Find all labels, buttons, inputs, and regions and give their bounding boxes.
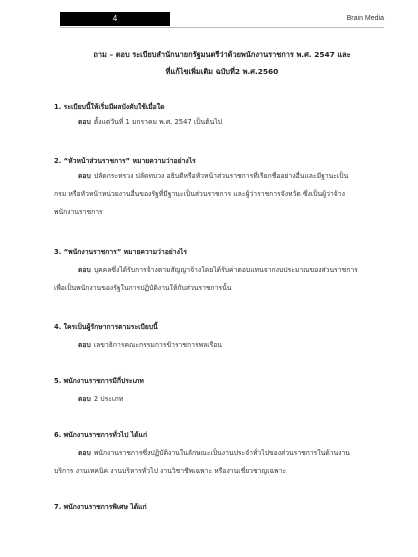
question-7: 7. พนักงานราชการพิเศษ ได้แก่ xyxy=(54,503,147,511)
question-5: 5. พนักงานราชการมีกี่ประเภท xyxy=(54,377,144,385)
answer-label: ตอบ xyxy=(78,449,91,457)
answer-6-line-1: พนักงานราชการซึ่งปฏิบัติงานในลักษณะเป็นงานประจำทั่วไปของส่วนราชการในด้านงาน xyxy=(93,449,350,457)
qa-item-2 xyxy=(54,154,384,220)
answer-3-line-2: เพื่อเป็นพนักงานของรัฐในการปฏิบัติงานให้กับส่วนราชการนั้น xyxy=(54,284,232,292)
answer-2-line-1: ปลัดกระทรวง ปลัดทบวง อธิบดีหรือหัวหน้าส่วนราชการที่เรียกชื่ออย่างอื่นและมีฐานะเป็น xyxy=(93,172,349,180)
qa-item-5 xyxy=(54,374,384,407)
question-2: 2. “หัวหน้าส่วนราชการ” หมายความว่าอย่างไร xyxy=(54,157,196,165)
answer-5-line-1: 2 ประเภท xyxy=(93,395,124,403)
answer-2 xyxy=(54,169,384,184)
title-line-1: ถาม – ตอบ ระเบียบสำนักนายกรัฐมนตรีว่าด้วยพนักงานราชการ พ.ศ. 2547 และ xyxy=(93,50,351,59)
header-rule xyxy=(60,27,384,28)
answer-3-line-1: บุคคลซึ่งได้รับการจ้างตามสัญญาจ้างโดยได้รับค่าตอบแทนจากงบประมาณของส่วนราชการ xyxy=(93,266,358,274)
answer-4 xyxy=(54,338,384,353)
question-4: 4. ใครเป็นผู้รักษาการตามระเบียบนี้ xyxy=(54,323,158,331)
title-line-2: ที่แก้ไขเพิ่มเติม ฉบับที่2 พ.ศ.2560 xyxy=(165,67,279,76)
answer-label: ตอบ xyxy=(78,395,91,403)
answer-2-line-2: กรม หรือหัวหน้าหน่วยงานอื่นของรัฐที่มีฐานะเป็นส่วนราชการ และผู้ว่าราชการจังหวัด ซึ่งเป็นผู้ว่าจ้าง xyxy=(54,190,345,198)
brand-name: Brain Media xyxy=(346,15,384,22)
answer-4-line-1: เลขาธิการคณะกรรมการข้าราชการพลเรือน xyxy=(93,341,222,349)
answer-label: ตอบ xyxy=(78,266,91,274)
qa-item-6 xyxy=(54,428,384,479)
answer-label: ตอบ xyxy=(78,172,91,180)
answer-label: ตอบ xyxy=(78,118,91,126)
page-number: 4 xyxy=(60,12,170,26)
answer-1 xyxy=(54,115,384,130)
qa-item-1 xyxy=(54,100,384,130)
question-6: 6. พนักงานราชการทั่วไป ได้แก่ xyxy=(54,431,148,439)
answer-6 xyxy=(54,446,384,461)
page-title xyxy=(60,46,384,80)
answer-1-line-1: ตั้งแต่วันที่ 1 มกราคม พ.ศ. 2547 เป็นต้นไป xyxy=(93,118,222,126)
answer-6-line-2: บริการ งานเทคนิค งานบริหารทั่วไป งานวิชาชีพเฉพาะ หรืองานเชี่ยวชาญเฉพาะ xyxy=(54,467,287,475)
answer-label: ตอบ xyxy=(78,341,91,349)
question-1: 1. ระเบียบนี้ให้เริ่มมีผลบังคับใช้เมื่อใด xyxy=(54,103,165,111)
qa-item-7 xyxy=(54,500,384,515)
qa-item-3 xyxy=(54,245,384,296)
answer-5 xyxy=(54,392,384,407)
qa-item-4 xyxy=(54,320,384,353)
question-3: 3. “พนักงานราชการ” หมายความว่าอย่างไร xyxy=(54,248,187,256)
answer-3 xyxy=(54,263,384,278)
answer-2-line-3: พนักงานราชการ xyxy=(54,208,103,216)
